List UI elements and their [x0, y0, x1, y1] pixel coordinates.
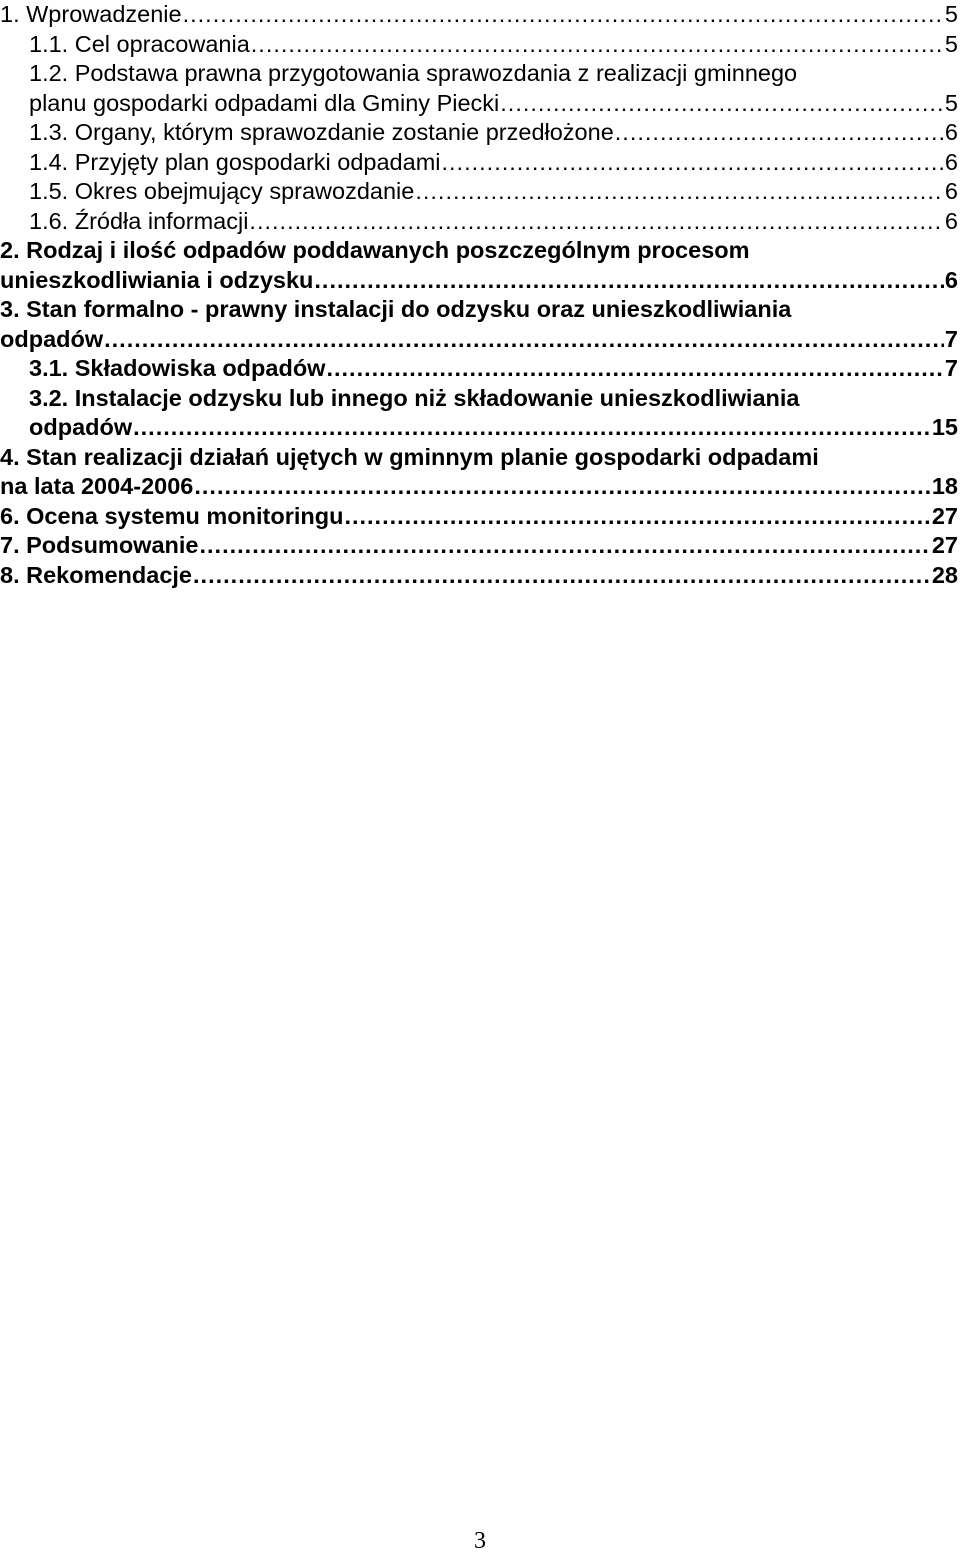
toc-entry-title: 1.2. Podstawa prawna przygotowania sprawozdania z realizacji gminnego [29, 60, 798, 86]
toc-entry-page: 5 [944, 89, 958, 116]
toc-entry-page: 6 [944, 148, 958, 175]
toc-entry-title: 1.3. Organy, którym sprawozdanie zostanie przedłożone [29, 119, 614, 145]
toc-entry-page: 18 [931, 473, 958, 499]
dot-leader [326, 354, 943, 384]
dot-leader [314, 266, 944, 296]
toc-entry-title: 1.4. Przyjęty plan gospodarki odpadami [29, 148, 441, 175]
toc-entry-3-continued [0, 325, 960, 355]
toc-entry-1-1 [0, 30, 960, 60]
dot-leader [415, 177, 944, 207]
toc-entry-page: 6 [944, 266, 958, 293]
toc-entry-title: 1.5. Okres obejmujący sprawozdanie [29, 178, 415, 204]
toc-entry-title: 7. Podsumowanie [0, 532, 199, 558]
toc-entry-page: 7 [944, 355, 958, 381]
toc-entry-2 [0, 236, 960, 266]
dot-leader [344, 502, 930, 532]
dot-leader [183, 0, 944, 30]
toc-entry-page: 27 [931, 532, 958, 558]
toc-entry-title: odpadów [0, 325, 104, 352]
toc-entry-4-continued [0, 472, 960, 502]
toc-entry-4 [0, 443, 960, 473]
toc-entry-title: odpadów [29, 414, 133, 440]
toc-entry-page: 7 [944, 325, 958, 352]
toc-entry-page: 5 [944, 30, 958, 57]
toc-entry-page: 5 [944, 1, 958, 27]
toc-entry-title: 3.2. Instalacje odzysku lub innego niż składowanie unieszkodliwiania [29, 384, 800, 411]
toc-entry-3-2-continued [0, 413, 960, 443]
dot-leader [500, 89, 944, 119]
toc-entry-1-5 [0, 177, 960, 207]
dot-leader [200, 531, 931, 561]
toc-entry-3-2 [0, 384, 960, 414]
toc-entry-page: 27 [931, 502, 958, 529]
toc-entry-page: 6 [944, 207, 958, 234]
toc-entry-1 [0, 0, 960, 30]
toc-entry-page: 28 [931, 561, 958, 588]
toc-entry-1-2-continued [0, 89, 960, 119]
toc-entry-title: 1.6. Źródła informacji [29, 207, 249, 234]
toc-entry-title: unieszkodliwiania i odzysku [0, 266, 314, 293]
toc-entry-title: 1. Wprowadzenie [0, 1, 182, 27]
toc-entry-page: 15 [931, 414, 958, 440]
toc-entry-title: 1.1. Cel opracowania [29, 30, 250, 57]
toc-entry-6 [0, 502, 960, 532]
toc-entry-title: 8. Rekomendacje [0, 561, 193, 588]
toc-entry-title: na lata 2004-2006 [0, 473, 194, 499]
toc-entry-1-2 [0, 59, 960, 89]
dot-leader [251, 30, 944, 60]
toc-entry-title: 2. Rodzaj i ilość odpadów poddawanych poszczególnym procesom [0, 237, 750, 263]
toc-entry-page: 6 [944, 119, 958, 145]
toc-entry-3-1 [0, 354, 960, 384]
dot-leader [104, 325, 944, 355]
toc-entry-1-6 [0, 207, 960, 237]
toc-entry-2-continued [0, 266, 960, 296]
table-of-contents [0, 0, 960, 590]
toc-entry-1-3 [0, 118, 960, 148]
dot-leader [615, 118, 944, 148]
toc-entry-8 [0, 561, 960, 591]
dot-leader [194, 472, 931, 502]
dot-leader [193, 561, 931, 591]
toc-entry-title: 6. Ocena systemu monitoringu [0, 502, 344, 529]
toc-entry-7 [0, 531, 960, 561]
dot-leader [442, 148, 944, 178]
toc-entry-1-4 [0, 148, 960, 178]
dot-leader [133, 413, 931, 443]
dot-leader [249, 207, 944, 237]
toc-entry-title: 4. Stan realizacji działań ujętych w gminnym planie gospodarki odpadami [0, 443, 819, 470]
toc-entry-page: 6 [944, 178, 958, 204]
toc-entry-3 [0, 295, 960, 325]
toc-entry-title: 3. Stan formalno - prawny instalacji do odzysku oraz unieszkodliwiania [0, 296, 792, 322]
toc-entry-title: planu gospodarki odpadami dla Gminy Piecki [29, 89, 500, 116]
page-number: 3 [474, 1528, 486, 1554]
toc-entry-title: 3.1. Składowiska odpadów [29, 355, 326, 381]
